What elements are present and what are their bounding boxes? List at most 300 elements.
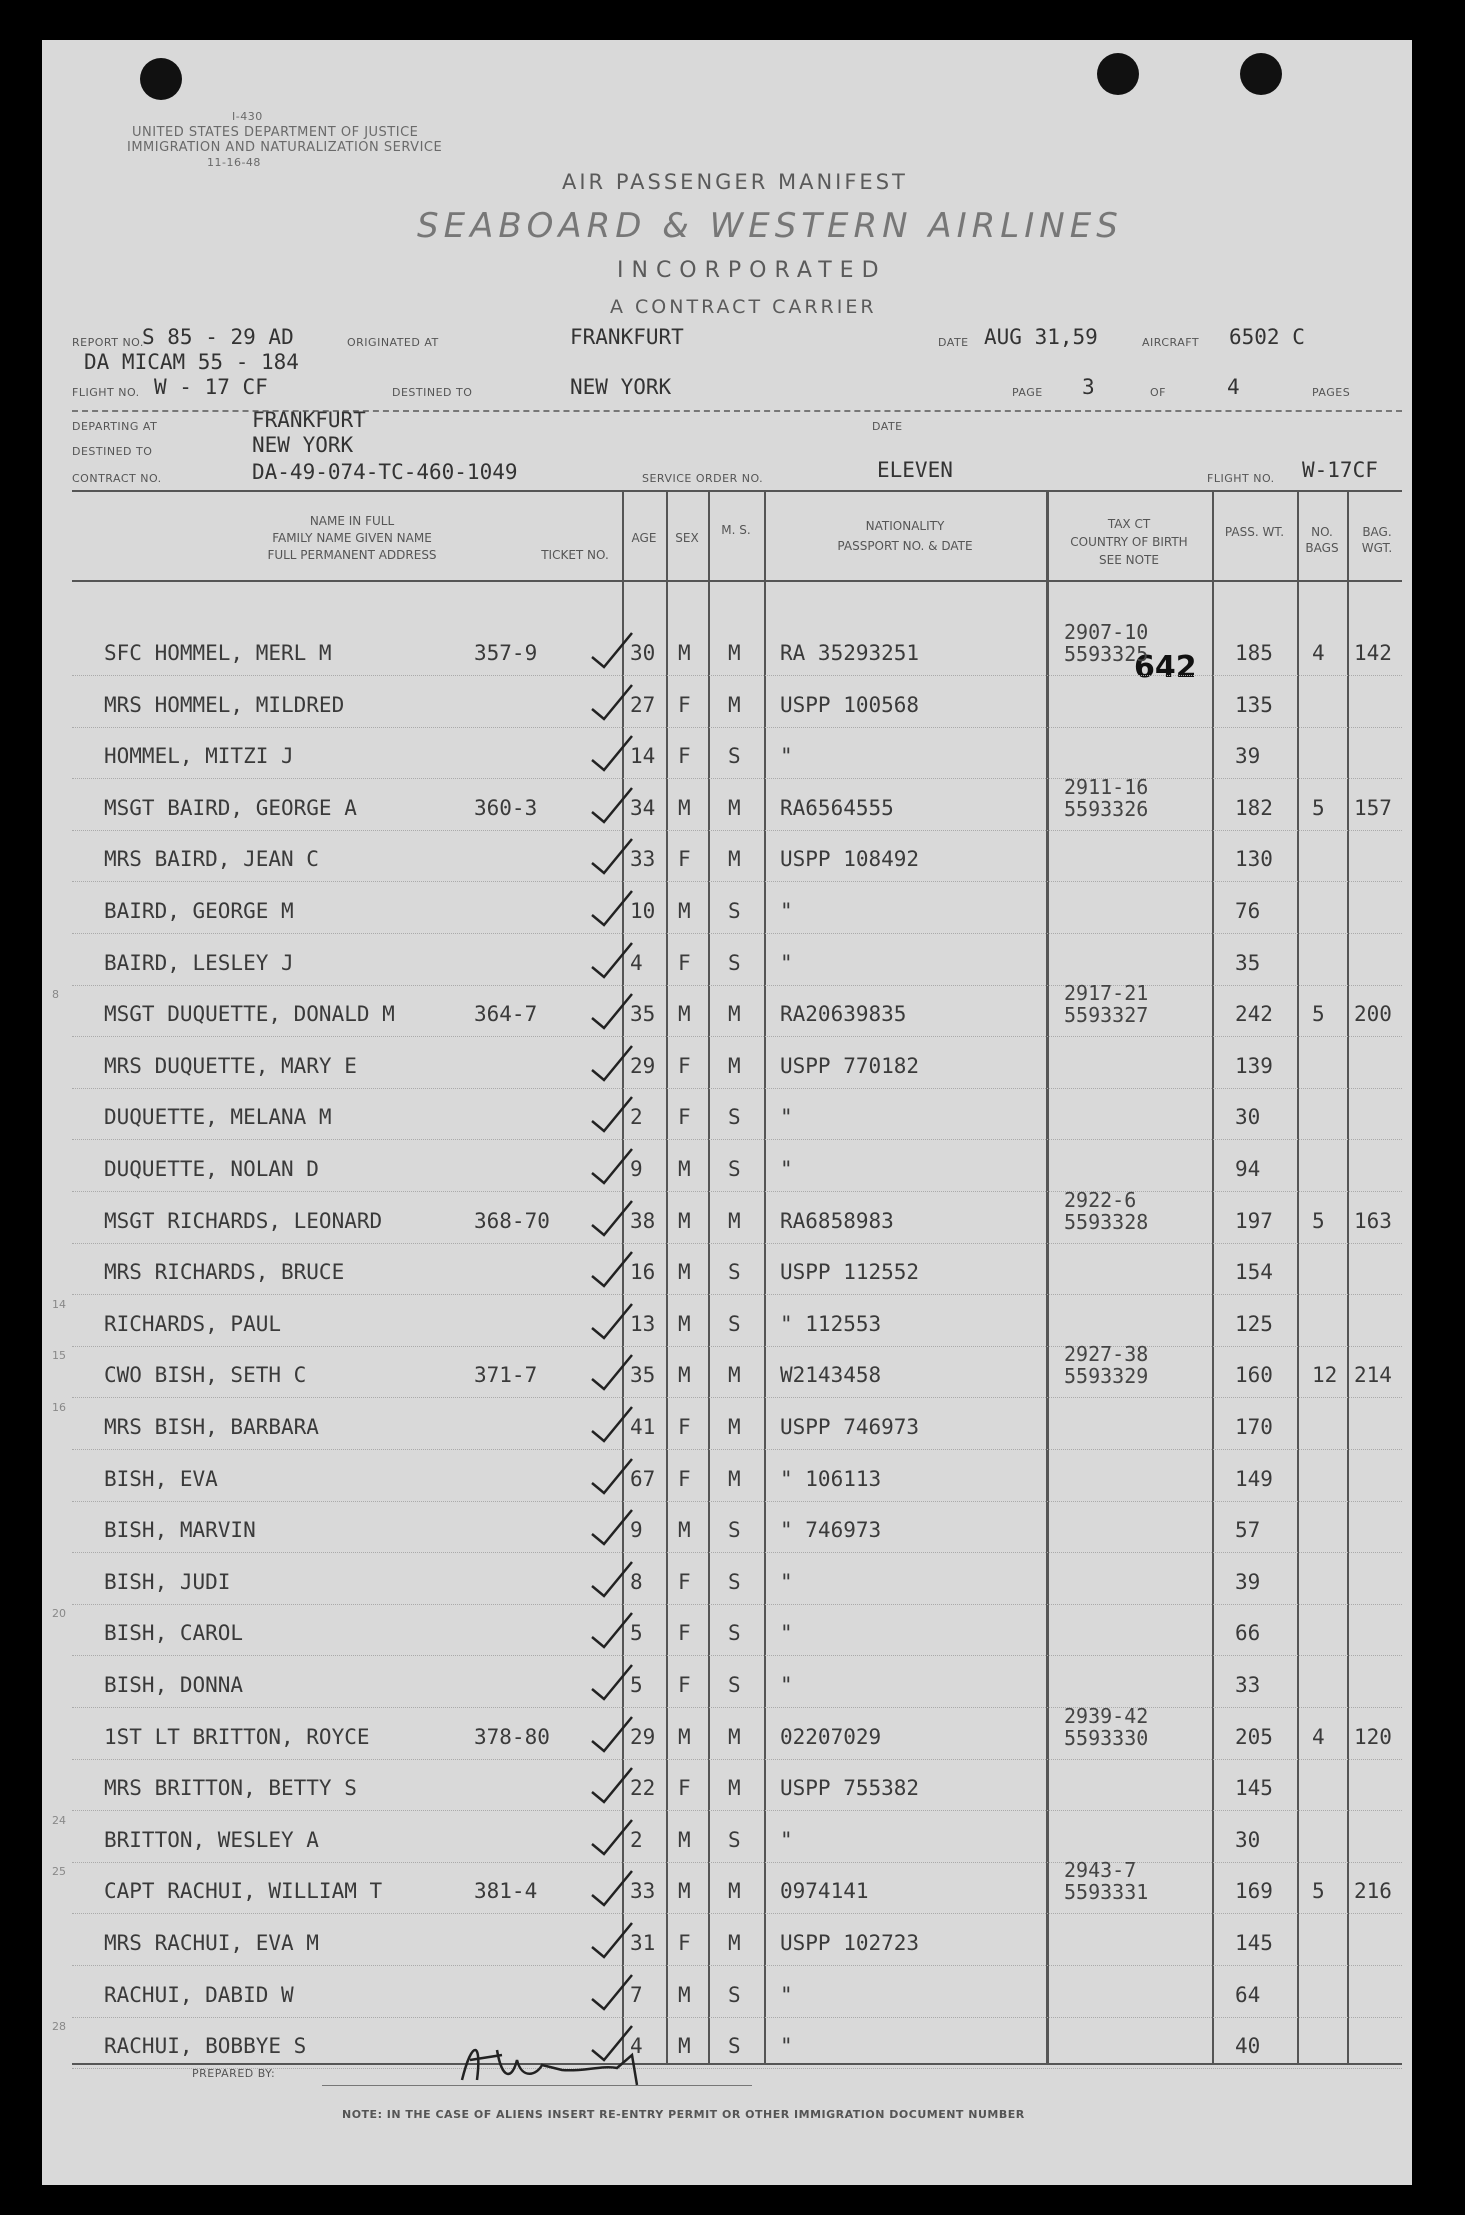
passenger-age: 9 xyxy=(630,1157,643,1181)
passenger-weight: 94 xyxy=(1235,1157,1261,1181)
col-age: AGE xyxy=(631,531,657,545)
passenger-sex: F xyxy=(678,1931,691,1955)
table-row xyxy=(42,1760,1412,1812)
passport-number: " xyxy=(780,1157,793,1181)
ticket-number: 368-70 xyxy=(474,1208,550,1233)
table-row xyxy=(42,1657,1412,1709)
department-line: UNITED STATES DEPARTMENT OF JUSTICE xyxy=(132,125,419,140)
table-row xyxy=(42,1296,1412,1348)
of-label: OF xyxy=(1150,386,1166,399)
service-order-label: SERVICE ORDER NO. xyxy=(642,472,764,485)
destination-value: NEW YORK xyxy=(570,375,672,399)
marital-status: M xyxy=(728,692,741,717)
origin-label: ORIGINATED AT xyxy=(347,336,439,349)
bag-weight: 214 xyxy=(1354,1363,1392,1388)
marital-status: M xyxy=(728,1053,741,1078)
tax-number: 2911-16 xyxy=(1064,774,1149,799)
passenger-sex: M xyxy=(678,1311,691,1336)
table-row xyxy=(42,1858,1412,1915)
date-label: DATE xyxy=(938,336,969,349)
table-row xyxy=(42,1342,1412,1399)
passport-number: " xyxy=(780,950,793,975)
passenger-weight: 40 xyxy=(1235,2034,1261,2059)
passenger-sex: M xyxy=(678,1208,691,1233)
aircraft-label: AIRCRAFT xyxy=(1142,336,1200,349)
passenger-sex: M xyxy=(678,2034,691,2059)
checkmark-icon xyxy=(588,837,638,877)
passenger-age: 33 xyxy=(630,1879,656,1904)
passenger-age: 10 xyxy=(630,899,656,923)
passenger-weight: 76 xyxy=(1235,899,1261,923)
ticket-number: 378-80 xyxy=(474,1724,550,1749)
col-name-2: FAMILY NAME GIVEN NAME xyxy=(272,531,432,545)
passenger-weight: 35 xyxy=(1235,950,1261,975)
passenger-age: 8 xyxy=(630,1569,643,1594)
bag-weight: 163 xyxy=(1354,1208,1392,1233)
marital-status: S xyxy=(728,1260,741,1285)
passenger-age: 35 xyxy=(630,1363,656,1388)
passenger-age: 13 xyxy=(630,1311,656,1336)
passport-number: RA20639835 xyxy=(780,1002,907,1027)
table-row xyxy=(42,1141,1412,1193)
table-row xyxy=(42,1244,1412,1296)
passport-number: " xyxy=(780,1982,793,2007)
bag-weight: 157 xyxy=(1354,795,1392,820)
passenger-sex: F xyxy=(678,1621,691,1646)
passenger-age: 5 xyxy=(630,1673,643,1697)
table-row xyxy=(42,677,1412,729)
passenger-name: DUQUETTE, NOLAN D xyxy=(104,1157,319,1181)
passenger-name: MRS BAIRD, JEAN C xyxy=(104,847,319,872)
bag-weight: 200 xyxy=(1354,1002,1392,1027)
passenger-sex: F xyxy=(678,1105,691,1130)
passenger-weight: 130 xyxy=(1235,847,1273,872)
flight-no-2-value: W-17CF xyxy=(1302,458,1378,482)
passenger-name: BISH, DONNA xyxy=(104,1673,244,1697)
passenger-name: MRS BISH, BARBARA xyxy=(104,1415,319,1439)
bag-count: 4 xyxy=(1312,641,1325,665)
contract-carrier: A CONTRACT CARRIER xyxy=(610,296,877,318)
passenger-age: 30 xyxy=(630,641,656,665)
passenger-weight: 57 xyxy=(1235,1518,1261,1543)
passenger-weight: 169 xyxy=(1235,1879,1273,1904)
passport-number: RA6564555 xyxy=(780,795,894,820)
checkmark-icon xyxy=(588,889,638,929)
prepared-by-label: PREPARED BY: xyxy=(192,2067,276,2080)
col-sex: SEX xyxy=(675,531,699,545)
checkmark-icon xyxy=(588,1405,638,1445)
col-name: NAME IN FULL xyxy=(309,514,395,528)
table-row xyxy=(42,1038,1412,1090)
passenger-weight: 197 xyxy=(1235,1208,1273,1233)
aircraft-value: 6502 C xyxy=(1229,325,1305,349)
checkmark-icon xyxy=(588,1508,638,1548)
marital-status: S xyxy=(728,950,741,975)
incorporated: INCORPORATED xyxy=(617,258,887,283)
row-number: 15 xyxy=(52,1349,66,1363)
checkmark-icon xyxy=(588,1869,638,1909)
passport-number: USPP 100568 xyxy=(780,692,920,717)
table-row xyxy=(42,831,1412,883)
passenger-sex: F xyxy=(678,1673,691,1697)
passenger-age: 34 xyxy=(630,795,656,820)
passenger-age: 22 xyxy=(630,1776,656,1801)
marital-status: M xyxy=(728,795,741,820)
passenger-name: HOMMEL, MITZI J xyxy=(104,744,294,769)
passport-number: USPP 755382 xyxy=(780,1776,920,1801)
passenger-age: 67 xyxy=(630,1466,656,1491)
checkmark-icon xyxy=(588,1560,638,1600)
ticket-number: 364-7 xyxy=(474,1002,538,1027)
row-number: 8 xyxy=(52,988,59,1002)
marital-status: M xyxy=(728,1776,741,1801)
passport-number: USPP 770182 xyxy=(780,1053,920,1078)
departing-value: FRANKFURT xyxy=(252,408,366,432)
passenger-name: BISH, EVA xyxy=(104,1466,218,1491)
punch-hole-icon xyxy=(1240,53,1282,95)
marital-status: M xyxy=(728,1931,741,1955)
checkmark-icon xyxy=(588,1663,638,1703)
checkmark-icon xyxy=(588,1921,638,1961)
col-tax: TAX CT xyxy=(1107,517,1151,531)
passenger-name: BISH, JUDI xyxy=(104,1569,231,1594)
bag-count: 4 xyxy=(1312,1724,1325,1749)
table-row xyxy=(42,883,1412,935)
passenger-weight: 242 xyxy=(1235,1002,1273,1027)
table-row xyxy=(42,2018,1412,2070)
micam-value: DA MICAM 55 - 184 xyxy=(84,350,299,374)
form-number: I-430 xyxy=(232,110,263,123)
passenger-sex: F xyxy=(678,1569,691,1594)
passenger-sex: F xyxy=(678,692,691,717)
passport-number: " xyxy=(780,1105,793,1130)
passenger-sex: M xyxy=(678,1518,691,1543)
bag-weight: 120 xyxy=(1354,1724,1392,1749)
ticket-number: 357-9 xyxy=(474,641,538,665)
bag-count: 12 xyxy=(1312,1363,1338,1388)
bag-count: 5 xyxy=(1312,1879,1325,1904)
passenger-name: BISH, CAROL xyxy=(104,1621,244,1646)
col-ticket: TICKET NO. xyxy=(541,548,609,562)
passenger-age: 31 xyxy=(630,1931,656,1955)
passenger-sex: F xyxy=(678,744,691,769)
passport-number: " 106113 xyxy=(780,1466,882,1491)
table-row xyxy=(42,1915,1412,1967)
passenger-name: MRS HOMMEL, MILDRED xyxy=(104,692,345,717)
col-country: COUNTRY OF BIRTH xyxy=(1070,535,1188,549)
passport-number: RA 35293251 xyxy=(780,641,920,665)
col-pass-wt: PASS. WT. xyxy=(1224,525,1285,539)
passenger-weight: 145 xyxy=(1235,1931,1273,1955)
row-number: 28 xyxy=(52,2020,66,2034)
country-code: 5593326 xyxy=(1064,796,1149,821)
col-ms: M. S. xyxy=(721,523,751,537)
passport-number: " xyxy=(780,1621,793,1646)
checkmark-icon xyxy=(588,734,638,774)
checkmark-icon xyxy=(588,1147,638,1187)
passenger-age: 5 xyxy=(630,1621,643,1646)
checkmark-icon xyxy=(588,1973,638,2013)
passenger-age: 35 xyxy=(630,1002,656,1027)
marital-status: M xyxy=(728,1724,741,1749)
passenger-sex: M xyxy=(678,1157,691,1181)
passenger-name: CAPT RACHUI, WILLIAM T xyxy=(104,1879,383,1904)
passenger-name: SFC HOMMEL, MERL M xyxy=(104,641,332,665)
table-row xyxy=(42,728,1412,780)
passport-number: " xyxy=(780,2034,793,2059)
punch-hole-icon xyxy=(1097,53,1139,95)
marital-status: M xyxy=(728,1363,741,1388)
table-row xyxy=(42,1554,1412,1606)
country-code: 5593329 xyxy=(1064,1364,1149,1389)
passenger-weight: 33 xyxy=(1235,1673,1261,1697)
passenger-name: MRS RICHARDS, BRUCE xyxy=(104,1260,345,1285)
marital-status: S xyxy=(728,1982,741,2007)
origin-value: FRANKFURT xyxy=(570,325,684,349)
marital-status: M xyxy=(728,1208,741,1233)
passenger-age: 41 xyxy=(630,1415,656,1439)
passenger-name: BAIRD, GEORGE M xyxy=(104,899,294,923)
flight-no-2-label: FLIGHT NO. xyxy=(1207,472,1275,485)
passenger-name: MRS RACHUI, EVA M xyxy=(104,1931,319,1955)
marital-status: S xyxy=(728,1827,741,1852)
destined-label: DESTINED TO xyxy=(72,445,153,458)
row-number: 16 xyxy=(52,1401,66,1414)
passenger-age: 4 xyxy=(630,2034,643,2059)
passenger-name: BISH, MARVIN xyxy=(104,1518,256,1543)
flight-no-label: FLIGHT NO. xyxy=(72,386,140,399)
table-row xyxy=(42,774,1412,832)
passport-number: USPP 102723 xyxy=(780,1931,920,1955)
row-number: 20 xyxy=(52,1607,66,1621)
checkmark-icon xyxy=(588,631,638,671)
passport-number: " xyxy=(780,1673,793,1697)
passenger-age: 29 xyxy=(630,1724,656,1749)
passport-number: USPP 108492 xyxy=(780,847,920,872)
passenger-name: BAIRD, LESLEY J xyxy=(104,950,294,975)
marital-status: S xyxy=(728,1157,741,1181)
checkmark-icon xyxy=(588,1199,638,1239)
report-no-value: S 85 - 29 AD xyxy=(142,325,294,349)
row-number: 14 xyxy=(52,1297,66,1311)
passenger-age: 2 xyxy=(630,1105,643,1130)
passenger-age: 29 xyxy=(630,1053,656,1078)
footer-note: NOTE: IN THE CASE OF ALIENS INSERT RE-ENTRY PERMIT OR OTHER IMMIGRATION DOCUMENT NUMBER xyxy=(342,2108,1025,2121)
passenger-sex: F xyxy=(678,950,691,975)
punch-hole-icon xyxy=(140,58,182,100)
marital-status: M xyxy=(728,1466,741,1491)
passenger-name: MSGT RICHARDS, LEONARD xyxy=(104,1208,383,1233)
marital-status: S xyxy=(728,744,741,769)
ticket-number: 381-4 xyxy=(474,1879,538,1904)
ticket-number: 360-3 xyxy=(474,795,538,820)
table-row xyxy=(42,1451,1412,1503)
passport-number: " 746973 xyxy=(780,1518,882,1543)
col-bag-wt: BAG. WGT. xyxy=(1361,525,1393,555)
table-row xyxy=(42,1089,1412,1141)
checkmark-icon xyxy=(588,1611,638,1651)
table-row xyxy=(42,1502,1412,1554)
passenger-name: RICHARDS, PAUL xyxy=(104,1311,282,1336)
passenger-sex: F xyxy=(678,1466,691,1491)
passenger-name: DUQUETTE, MELANA M xyxy=(104,1105,332,1130)
passport-number: W2143458 xyxy=(780,1363,882,1388)
passenger-age: 2 xyxy=(630,1827,643,1852)
passport-number: USPP 112552 xyxy=(780,1260,920,1285)
passenger-age: 33 xyxy=(630,847,656,872)
flight-no-value: W - 17 CF xyxy=(154,375,268,399)
passenger-weight: 205 xyxy=(1235,1724,1273,1749)
passenger-weight: 30 xyxy=(1235,1105,1261,1130)
passenger-age: 38 xyxy=(630,1208,656,1233)
passenger-sex: F xyxy=(678,1776,691,1801)
manifest-page xyxy=(42,40,1412,2185)
bag-count: 5 xyxy=(1312,1208,1325,1233)
marital-status: S xyxy=(728,1621,741,1646)
pages-value: 4 xyxy=(1227,375,1240,399)
marital-status: M xyxy=(728,641,741,665)
passenger-name: RACHUI, BOBBYE S xyxy=(104,2034,307,2059)
table-row xyxy=(42,1812,1412,1864)
passenger-weight: 185 xyxy=(1235,641,1273,665)
checkmark-icon xyxy=(588,786,638,826)
tax-number: 2943-7 xyxy=(1064,1858,1137,1883)
checkmark-icon xyxy=(588,1095,638,1135)
passenger-weight: 39 xyxy=(1235,744,1261,769)
passenger-name: MSGT BAIRD, GEORGE A xyxy=(104,795,357,820)
passenger-name: RACHUI, DABID W xyxy=(104,1982,294,2007)
passport-number: " xyxy=(780,899,793,923)
country-code: 5593327 xyxy=(1064,1003,1149,1028)
marital-status: M xyxy=(728,1415,741,1439)
passenger-sex: M xyxy=(678,1724,691,1749)
passenger-weight: 170 xyxy=(1235,1415,1273,1439)
passenger-sex: F xyxy=(678,1053,691,1078)
page-value: 3 xyxy=(1082,375,1095,399)
contract-label: CONTRACT NO. xyxy=(72,472,162,485)
country-code: 5593331 xyxy=(1064,1880,1149,1905)
page-label: PAGE xyxy=(1012,386,1043,399)
passport-number: RA6858983 xyxy=(780,1208,894,1233)
passport-number: " xyxy=(780,744,793,769)
marital-status: S xyxy=(728,1673,741,1697)
bag-count: 5 xyxy=(1312,795,1325,820)
col-no-bags: NO. BAGS xyxy=(1305,525,1339,555)
col-name-3: FULL PERMANENT ADDRESS xyxy=(267,548,437,562)
passenger-sex: M xyxy=(678,1879,691,1904)
passenger-name: MSGT DUQUETTE, DONALD M xyxy=(104,1002,395,1027)
signature-icon xyxy=(442,2030,702,2100)
passenger-age: 7 xyxy=(630,1982,643,2007)
passenger-weight: 149 xyxy=(1235,1466,1273,1491)
departing-label: DEPARTING AT xyxy=(72,420,158,433)
passenger-weight: 39 xyxy=(1235,1569,1261,1594)
country-code: 5593330 xyxy=(1064,1725,1149,1750)
marital-status: S xyxy=(728,1105,741,1130)
service-order-value: ELEVEN xyxy=(877,458,953,482)
passenger-age: 14 xyxy=(630,744,656,769)
passenger-sex: M xyxy=(678,1982,691,2007)
passenger-age: 9 xyxy=(630,1518,643,1543)
passenger-sex: M xyxy=(678,641,691,665)
destined-value: NEW YORK xyxy=(252,433,354,457)
table-row xyxy=(42,1187,1412,1245)
date-value: AUG 31,59 xyxy=(984,325,1098,349)
passport-number: 02207029 xyxy=(780,1724,882,1749)
country-code: 5593325 xyxy=(1064,642,1149,666)
checkmark-icon xyxy=(588,1766,638,1806)
marital-status: S xyxy=(728,1569,741,1594)
passenger-sex: F xyxy=(678,1415,691,1439)
passenger-weight: 182 xyxy=(1235,795,1273,820)
table-row xyxy=(42,1703,1412,1761)
row-number: 25 xyxy=(52,1865,66,1879)
passenger-sex: M xyxy=(678,1002,691,1027)
tax-number: 2927-38 xyxy=(1064,1342,1149,1367)
passenger-name: BRITTON, WESLEY A xyxy=(104,1827,319,1852)
contract-value: DA-49-074-TC-460-1049 xyxy=(252,460,518,484)
passenger-sex: M xyxy=(678,1260,691,1285)
tax-number: 2907-10 xyxy=(1064,620,1149,644)
marital-status: S xyxy=(728,899,741,923)
table-row xyxy=(42,981,1412,1038)
checkmark-icon xyxy=(588,683,638,723)
passenger-age: 27 xyxy=(630,692,656,717)
col-nationality: NATIONALITY xyxy=(865,519,945,533)
marital-status: M xyxy=(728,847,741,872)
passenger-sex: M xyxy=(678,899,691,923)
bag-weight: 216 xyxy=(1354,1879,1392,1904)
report-no-label: REPORT NO. xyxy=(72,336,144,349)
passenger-name: MRS DUQUETTE, MARY E xyxy=(104,1053,357,1078)
manifest-title: AIR PASSENGER MANIFEST xyxy=(562,170,908,194)
marital-status: S xyxy=(728,2034,741,2059)
country-code: 5593328 xyxy=(1064,1209,1149,1234)
checkmark-icon xyxy=(588,1250,638,1290)
passenger-age: 16 xyxy=(630,1260,656,1285)
checkmark-icon xyxy=(588,941,638,981)
stamp-number: 642 xyxy=(1134,650,1197,685)
service-line: IMMIGRATION AND NATURALIZATION SERVICE xyxy=(127,140,443,155)
checkmark-icon xyxy=(588,1044,638,1084)
bag-weight: 142 xyxy=(1354,641,1392,665)
passenger-weight: 154 xyxy=(1235,1260,1273,1285)
tax-number: 2922-6 xyxy=(1064,1187,1137,1212)
passenger-name: 1ST LT BRITTON, ROYCE xyxy=(104,1724,370,1749)
passenger-weight: 139 xyxy=(1235,1053,1273,1078)
passenger-name: MRS BRITTON, BETTY S xyxy=(104,1776,357,1801)
passenger-sex: M xyxy=(678,1363,691,1388)
passenger-sex: M xyxy=(678,795,691,820)
passenger-weight: 66 xyxy=(1235,1621,1261,1646)
tax-number: 2939-42 xyxy=(1064,1703,1149,1728)
col-passport: PASSPORT NO. & DATE xyxy=(837,539,973,553)
form-date: 11-16-48 xyxy=(207,156,261,169)
table-row xyxy=(42,935,1412,987)
checkmark-icon xyxy=(588,1818,638,1858)
passport-number: 0974141 xyxy=(780,1879,869,1904)
pages-label: PAGES xyxy=(1312,386,1351,399)
passenger-sex: F xyxy=(678,847,691,872)
checkmark-icon xyxy=(588,1353,638,1393)
passport-number: " 112553 xyxy=(780,1311,882,1336)
marital-status: S xyxy=(728,1311,741,1336)
tax-number: 2917-21 xyxy=(1064,981,1149,1006)
passenger-weight: 30 xyxy=(1235,1827,1261,1852)
marital-status: S xyxy=(728,1518,741,1543)
row-number: 24 xyxy=(52,1813,66,1827)
table-row xyxy=(42,620,1412,677)
